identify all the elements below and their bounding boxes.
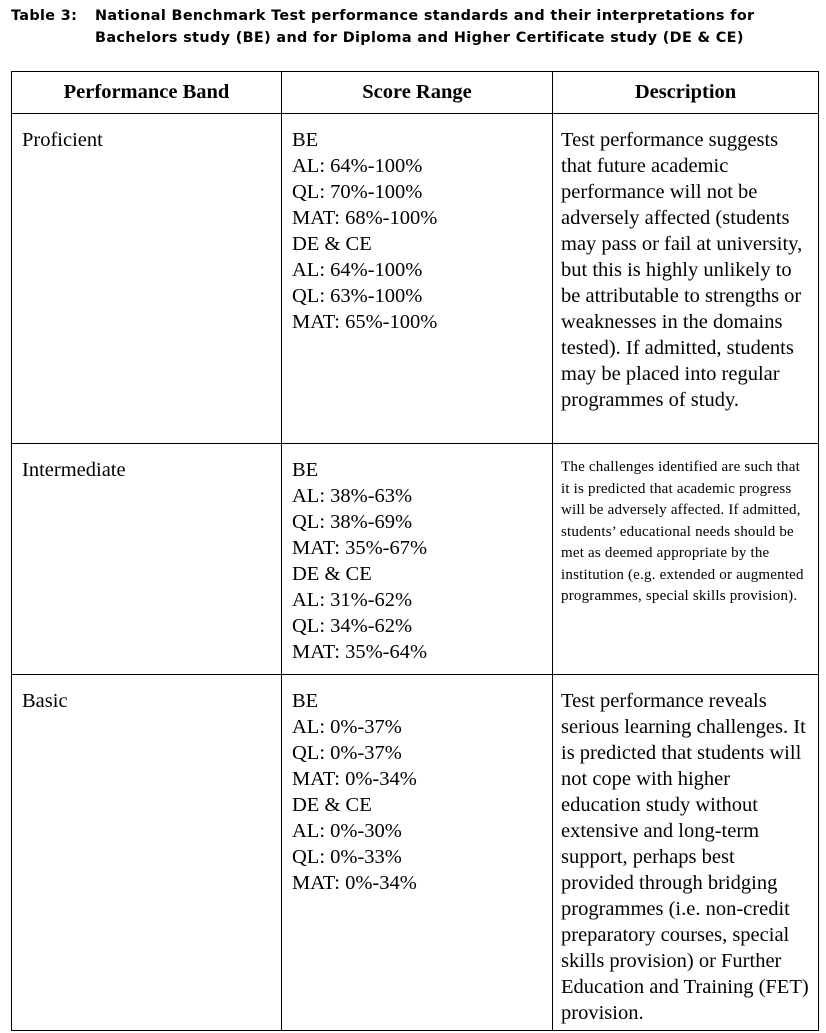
band-label: Proficient [22, 129, 103, 151]
score-line: AL: 64%-100% [292, 155, 423, 177]
description-text: Test performance suggests that future academic performance will not be adversely affected (students may pass or fail at university, but this is highly unlikely to be attributable to strengths or weaknesses in the domains tested). If admitted, students may be placed into regular programmes of study. [561, 129, 803, 411]
score-line: DE & CE [292, 233, 372, 255]
score-range-cell [282, 444, 553, 675]
header-performance-band: Performance Band [12, 72, 282, 114]
band-label: Intermediate [22, 459, 126, 481]
band-cell [12, 114, 282, 444]
band-cell [12, 675, 282, 1031]
header-row [12, 72, 819, 114]
score-list [282, 675, 552, 900]
score-list [282, 444, 552, 669]
header-description: Description [553, 72, 819, 114]
description-cell [553, 675, 819, 1031]
description-cell [553, 444, 819, 675]
score-line: AL: 64%-100% [292, 259, 423, 281]
score-line: MAT: 68%-100% [292, 207, 438, 229]
caption-number: Table 3: [11, 8, 78, 24]
score-line: MAT: 0%-34% [292, 768, 417, 790]
description-text: The challenges identified are such that it is predicted that academic progress will be adversely affected. If admitted, students’ educational needs should be met as deemed appropriate by the institution (e.g. extended or augmented programmes, special skills provision). [561, 459, 804, 604]
table-row-basic [12, 675, 819, 1031]
header-score-range: Score Range [282, 72, 553, 114]
score-range-cell [282, 114, 553, 444]
caption-line-1 [11, 5, 821, 27]
band-cell [12, 444, 282, 675]
score-line: MAT: 35%-67% [292, 537, 428, 559]
score-line: QL: 63%-100% [292, 285, 423, 307]
score-line: AL: 0%-30% [292, 820, 402, 842]
score-line: AL: 0%-37% [292, 716, 402, 738]
score-line: BE [292, 459, 319, 481]
score-line: QL: 0%-37% [292, 742, 402, 764]
performance-standards-table [11, 71, 819, 1031]
table-row-intermediate [12, 444, 819, 675]
table-row-proficient [12, 114, 819, 444]
description-cell [553, 114, 819, 444]
score-line: MAT: 65%-100% [292, 311, 438, 333]
caption-title-line-1: National Benchmark Test performance standards and their interpretations for [95, 8, 755, 24]
score-line: BE [292, 690, 319, 712]
score-line: BE [292, 129, 319, 151]
score-line: AL: 31%-62% [292, 589, 413, 611]
score-line: MAT: 35%-64% [292, 641, 428, 663]
caption-title-line-2: Bachelors study (BE) and for Diploma and Higher Certificate study (DE & CE) [95, 30, 744, 46]
score-list [282, 114, 552, 339]
score-line: QL: 34%-62% [292, 615, 413, 637]
score-line: MAT: 0%-34% [292, 872, 417, 894]
score-line: QL: 38%-69% [292, 511, 413, 533]
score-line: AL: 38%-63% [292, 485, 413, 507]
table-caption [11, 5, 821, 49]
score-line: DE & CE [292, 794, 372, 816]
score-range-cell [282, 675, 553, 1031]
score-line: QL: 70%-100% [292, 181, 423, 203]
score-line: QL: 0%-33% [292, 846, 402, 868]
score-line: DE & CE [292, 563, 372, 585]
band-label: Basic [22, 690, 68, 712]
description-text: Test performance reveals serious learning challenges. It is predicted that students will not cope with higher education study without extensive and long-term support, perhaps best provided through bridging programmes (i.e. non-credit preparatory courses, special skills provision) or Further Education and Training (FET) provision. [561, 690, 809, 1024]
